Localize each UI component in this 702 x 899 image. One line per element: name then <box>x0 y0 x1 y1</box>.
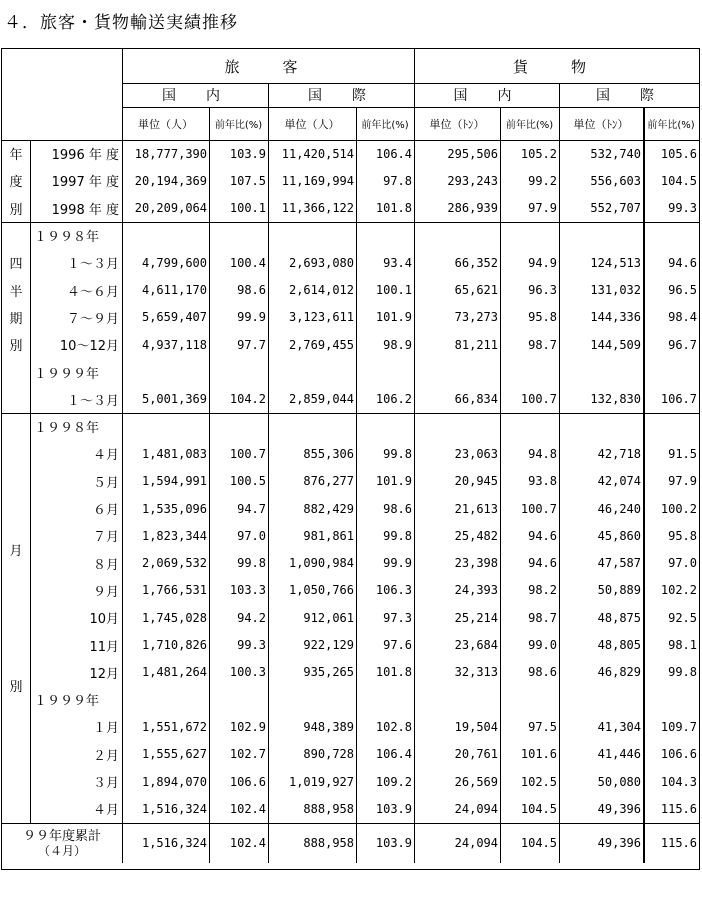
value-cell: 286,939 <box>447 201 498 216</box>
ratio-cell: 103.9 <box>229 146 266 161</box>
ratio-cell: 92.5 <box>668 610 697 625</box>
ratio-cell: 104.3 <box>660 774 697 789</box>
ratio-cell: 99.8 <box>668 665 697 680</box>
value-cell: 25,214 <box>454 610 498 625</box>
total-sublabel: （４月） <box>37 844 86 858</box>
value-cell: 1,090,984 <box>288 556 354 571</box>
ratio-cell: 99.2 <box>528 173 557 188</box>
ratio-cell: 99.3 <box>668 201 697 216</box>
value-cell: 46,240 <box>597 501 641 516</box>
value-cell: 81,211 <box>454 337 498 352</box>
ratio-cell: 97.8 <box>383 173 412 188</box>
ratio-cell: 93.4 <box>383 255 412 270</box>
value-cell: 4,937,118 <box>141 337 207 352</box>
period-label: 1997 年 度 <box>51 175 119 191</box>
ratio-cell: 103.9 <box>375 801 412 816</box>
value-cell: 5,659,407 <box>141 310 207 325</box>
period-label: 12月 <box>89 666 119 682</box>
value-cell: 912,061 <box>303 610 354 625</box>
ratio-cell: 100.4 <box>229 255 266 270</box>
ratio-cell: 106.6 <box>229 774 266 789</box>
value-cell: 4,611,170 <box>141 283 207 298</box>
value-cell: 2,859,044 <box>288 392 354 407</box>
table-rule <box>2 140 699 141</box>
table-rule <box>2 823 699 824</box>
ratio-cell: 104.2 <box>229 392 266 407</box>
ratio-cell: 106.2 <box>375 392 412 407</box>
ratio-header: 前年比(%) <box>505 120 554 131</box>
ratio-cell: 97.6 <box>383 638 412 653</box>
value-cell: 2,769,455 <box>288 337 354 352</box>
value-cell: 144,336 <box>590 310 641 325</box>
period-label: １～３月 <box>66 257 119 273</box>
page-title: ４．旅客・貨物輸送実績推移 <box>4 13 238 33</box>
section-label-char: 半 <box>9 284 23 300</box>
ratio-cell: 96.5 <box>668 283 697 298</box>
total-ratio-cell: 104.5 <box>520 835 557 850</box>
period-year-label: １９９８年 <box>34 230 100 246</box>
period-year-label: １９９９年 <box>34 694 100 710</box>
value-cell: 45,860 <box>597 528 641 543</box>
ratio-cell: 98.6 <box>383 501 412 516</box>
value-cell: 20,209,064 <box>134 201 207 216</box>
value-cell: 5,001,369 <box>141 392 207 407</box>
value-cell: 11,366,122 <box>281 201 354 216</box>
value-cell: 876,277 <box>303 474 354 489</box>
value-cell: 42,718 <box>597 446 641 461</box>
period-label: ４月 <box>92 803 119 819</box>
ratio-cell: 107.5 <box>229 173 266 188</box>
ratio-cell: 99.8 <box>237 556 266 571</box>
ratio-cell: 99.8 <box>383 446 412 461</box>
ratio-cell: 97.9 <box>528 201 557 216</box>
ratio-cell: 115.6 <box>660 801 697 816</box>
total-ratio-cell: 115.6 <box>660 835 697 850</box>
ratio-cell: 101.8 <box>375 665 412 680</box>
ratio-cell: 105.2 <box>520 146 557 161</box>
total-ratio-cell: 103.9 <box>375 835 412 850</box>
ratio-header: 前年比(%) <box>361 120 409 131</box>
table-rule <box>356 107 357 863</box>
period-label: 1998 年 度 <box>51 202 119 218</box>
ratio-cell: 102.5 <box>520 774 557 789</box>
period-label: １～３月 <box>66 393 119 409</box>
section-label-char: 四 <box>9 257 23 273</box>
value-cell: 65,621 <box>454 283 498 298</box>
period-label: 11月 <box>89 639 119 655</box>
unit-header: 単位（ﾄﾝ） <box>429 117 485 131</box>
total-value-cell: 1,516,324 <box>141 835 207 850</box>
value-cell: 935,265 <box>303 665 354 680</box>
ratio-cell: 105.6 <box>660 146 697 161</box>
value-cell: 23,398 <box>454 556 498 571</box>
value-cell: 3,123,611 <box>288 310 354 325</box>
ratio-cell: 97.0 <box>237 528 266 543</box>
ratio-cell: 94.2 <box>237 610 266 625</box>
ratio-header: 前年比(%) <box>647 120 695 131</box>
ratio-cell: 100.3 <box>229 665 266 680</box>
value-cell: 556,603 <box>590 173 641 188</box>
value-cell: 1,551,672 <box>141 719 207 734</box>
total-label: ９９年度累計 <box>22 829 101 844</box>
period-label: 10～12月 <box>59 339 119 355</box>
ratio-cell: 102.4 <box>229 801 266 816</box>
value-cell: 24,393 <box>454 583 498 598</box>
value-cell: 73,273 <box>454 310 498 325</box>
table-rule <box>2 222 699 223</box>
table-rule <box>30 140 31 823</box>
value-cell: 11,420,514 <box>281 146 354 161</box>
cargo-international-header: 国 際 <box>596 88 662 104</box>
value-cell: 24,094 <box>454 801 498 816</box>
ratio-cell: 101.9 <box>375 310 412 325</box>
ratio-cell: 98.1 <box>668 638 697 653</box>
value-cell: 46,829 <box>597 665 641 680</box>
period-label: ７～９月 <box>66 311 119 327</box>
period-label: ４月 <box>92 448 119 464</box>
value-cell: 124,513 <box>590 255 641 270</box>
passenger-domestic-header: 国 内 <box>162 88 228 104</box>
value-cell: 47,587 <box>597 556 641 571</box>
value-cell: 1,019,927 <box>288 774 354 789</box>
ratio-cell: 100.1 <box>375 283 412 298</box>
ratio-cell: 94.8 <box>528 446 557 461</box>
cargo-group-header: 貨 物 <box>512 57 600 76</box>
ratio-cell: 109.7 <box>660 719 697 734</box>
ratio-cell: 101.9 <box>375 474 412 489</box>
value-cell: 21,613 <box>454 501 498 516</box>
ratio-cell: 96.3 <box>528 283 557 298</box>
period-label: ４～６月 <box>66 284 119 300</box>
value-cell: 293,243 <box>447 173 498 188</box>
ratio-cell: 99.9 <box>383 556 412 571</box>
value-cell: 532,740 <box>590 146 641 161</box>
total-ratio-cell: 102.4 <box>229 835 266 850</box>
ratio-cell: 96.7 <box>668 337 697 352</box>
ratio-cell: 94.6 <box>528 556 557 571</box>
table-rule <box>559 83 560 863</box>
value-cell: 1,516,324 <box>141 801 207 816</box>
table-rule <box>209 107 210 863</box>
ratio-cell: 99.8 <box>383 528 412 543</box>
period-label: ６月 <box>92 503 119 519</box>
ratio-cell: 106.6 <box>660 747 697 762</box>
total-value-cell: 24,094 <box>454 835 498 850</box>
ratio-cell: 93.8 <box>528 474 557 489</box>
value-cell: 132,830 <box>590 392 641 407</box>
period-label: ９月 <box>92 584 119 600</box>
value-cell: 2,614,012 <box>288 283 354 298</box>
ratio-cell: 102.2 <box>660 583 697 598</box>
value-cell: 23,684 <box>454 638 498 653</box>
ratio-cell: 98.6 <box>237 283 266 298</box>
value-cell: 49,396 <box>597 801 641 816</box>
ratio-cell: 106.7 <box>660 392 697 407</box>
value-cell: 1,050,766 <box>288 583 354 598</box>
value-cell: 552,707 <box>590 201 641 216</box>
ratio-cell: 98.4 <box>668 310 697 325</box>
ratio-cell: 100.1 <box>229 201 266 216</box>
ratio-cell: 97.7 <box>237 337 266 352</box>
ratio-cell: 97.9 <box>668 474 697 489</box>
table-rule <box>122 49 123 863</box>
ratio-cell: 98.9 <box>383 337 412 352</box>
value-cell: 1,823,344 <box>141 528 207 543</box>
section-label-char: 期 <box>9 311 23 327</box>
ratio-cell: 104.5 <box>660 173 697 188</box>
ratio-cell: 95.8 <box>668 528 697 543</box>
value-cell: 1,894,070 <box>141 774 207 789</box>
section-label-char: 度 <box>9 175 23 191</box>
value-cell: 131,032 <box>590 283 641 298</box>
ratio-cell: 102.7 <box>229 747 266 762</box>
value-cell: 1,555,627 <box>141 747 207 762</box>
ratio-cell: 100.7 <box>520 392 557 407</box>
cargo-domestic-header: 国 内 <box>453 88 520 104</box>
value-cell: 19,504 <box>454 719 498 734</box>
value-cell: 23,063 <box>454 446 498 461</box>
value-cell: 1,766,531 <box>141 583 207 598</box>
section-label-char: 別 <box>9 339 23 355</box>
value-cell: 981,861 <box>303 528 354 543</box>
value-cell: 25,482 <box>454 528 498 543</box>
value-cell: 1,710,826 <box>141 638 207 653</box>
value-cell: 144,509 <box>590 337 641 352</box>
period-year-label: １９９８年 <box>34 421 100 437</box>
ratio-cell: 91.5 <box>668 446 697 461</box>
value-cell: 20,945 <box>454 474 498 489</box>
period-year-label: １９９９年 <box>34 366 100 382</box>
ratio-cell: 98.7 <box>528 610 557 625</box>
ratio-cell: 99.0 <box>528 638 557 653</box>
value-cell: 1,481,264 <box>141 665 207 680</box>
ratio-cell: 106.3 <box>375 583 412 598</box>
value-cell: 48,805 <box>597 638 641 653</box>
ratio-cell: 100.7 <box>229 446 266 461</box>
value-cell: 11,169,994 <box>281 173 354 188</box>
ratio-cell: 104.5 <box>520 801 557 816</box>
table-rule <box>268 83 269 863</box>
period-label: ８月 <box>92 557 119 573</box>
value-cell: 48,875 <box>597 610 641 625</box>
value-cell: 948,389 <box>303 719 354 734</box>
table-rule <box>414 49 415 863</box>
ratio-cell: 106.4 <box>375 146 412 161</box>
ratio-cell: 97.0 <box>668 556 697 571</box>
ratio-cell: 94.7 <box>237 501 266 516</box>
ratio-cell: 102.9 <box>229 719 266 734</box>
value-cell: 855,306 <box>303 446 354 461</box>
value-cell: 50,080 <box>597 774 641 789</box>
unit-header: 単位（人） <box>138 117 193 131</box>
value-cell: 66,834 <box>454 392 498 407</box>
ratio-cell: 99.9 <box>237 310 266 325</box>
value-cell: 922,129 <box>303 638 354 653</box>
ratio-cell: 94.9 <box>528 255 557 270</box>
value-cell: 882,429 <box>303 501 354 516</box>
value-cell: 32,313 <box>454 665 498 680</box>
ratio-cell: 94.6 <box>528 528 557 543</box>
value-cell: 1,745,028 <box>141 610 207 625</box>
section-label-char: 別 <box>9 680 23 696</box>
value-cell: 4,799,600 <box>141 255 207 270</box>
ratio-cell: 98.6 <box>528 665 557 680</box>
value-cell: 20,761 <box>454 747 498 762</box>
value-cell: 41,446 <box>597 747 641 762</box>
section-label-char: 別 <box>9 202 23 218</box>
value-cell: 26,569 <box>454 774 498 789</box>
table-rule <box>643 107 645 863</box>
ratio-cell: 101.6 <box>520 747 557 762</box>
period-label: 10月 <box>89 612 119 628</box>
total-value-cell: 888,958 <box>303 835 354 850</box>
value-cell: 42,074 <box>597 474 641 489</box>
period-label: １月 <box>92 721 119 737</box>
ratio-cell: 97.3 <box>383 610 412 625</box>
ratio-cell: 95.8 <box>528 310 557 325</box>
period-label: ５月 <box>92 475 119 491</box>
ratio-cell: 98.7 <box>528 337 557 352</box>
value-cell: 18,777,390 <box>134 146 207 161</box>
ratio-cell: 98.2 <box>528 583 557 598</box>
ratio-cell: 101.8 <box>375 201 412 216</box>
value-cell: 41,304 <box>597 719 641 734</box>
table-rule <box>122 83 699 84</box>
ratio-cell: 99.3 <box>237 638 266 653</box>
passenger-group-header: 旅 客 <box>224 57 312 76</box>
value-cell: 295,506 <box>447 146 498 161</box>
value-cell: 2,069,532 <box>141 556 207 571</box>
period-label: 1996 年 度 <box>51 148 119 164</box>
total-value-cell: 49,396 <box>597 835 641 850</box>
ratio-cell: 106.4 <box>375 747 412 762</box>
transport-table <box>1 48 700 870</box>
ratio-cell: 100.7 <box>520 501 557 516</box>
ratio-cell: 97.5 <box>528 719 557 734</box>
value-cell: 1,481,083 <box>141 446 207 461</box>
section-label-char: 年 <box>9 148 23 164</box>
unit-header: 単位（人） <box>284 117 340 131</box>
value-cell: 890,728 <box>303 747 354 762</box>
value-cell: 1,535,096 <box>141 501 207 516</box>
period-label: ３月 <box>92 776 119 792</box>
value-cell: 50,889 <box>597 583 641 598</box>
value-cell: 2,693,080 <box>288 255 354 270</box>
ratio-cell: 102.8 <box>375 719 412 734</box>
section-label-char: 月 <box>9 543 23 559</box>
unit-header: 単位（ﾄﾝ） <box>573 117 629 131</box>
value-cell: 1,594,991 <box>141 474 207 489</box>
table-rule <box>500 107 501 863</box>
value-cell: 888,958 <box>303 801 354 816</box>
ratio-cell: 103.3 <box>229 583 266 598</box>
value-cell: 66,352 <box>454 255 498 270</box>
value-cell: 20,194,369 <box>134 173 207 188</box>
ratio-cell: 100.2 <box>660 501 697 516</box>
ratio-cell: 109.2 <box>375 774 412 789</box>
period-label: ２月 <box>92 748 119 764</box>
ratio-cell: 100.5 <box>229 474 266 489</box>
table-rule <box>2 413 699 414</box>
ratio-cell: 94.6 <box>668 255 697 270</box>
passenger-international-header: 国 際 <box>308 88 374 104</box>
period-label: ７月 <box>92 530 119 546</box>
ratio-header: 前年比(%) <box>214 120 263 131</box>
